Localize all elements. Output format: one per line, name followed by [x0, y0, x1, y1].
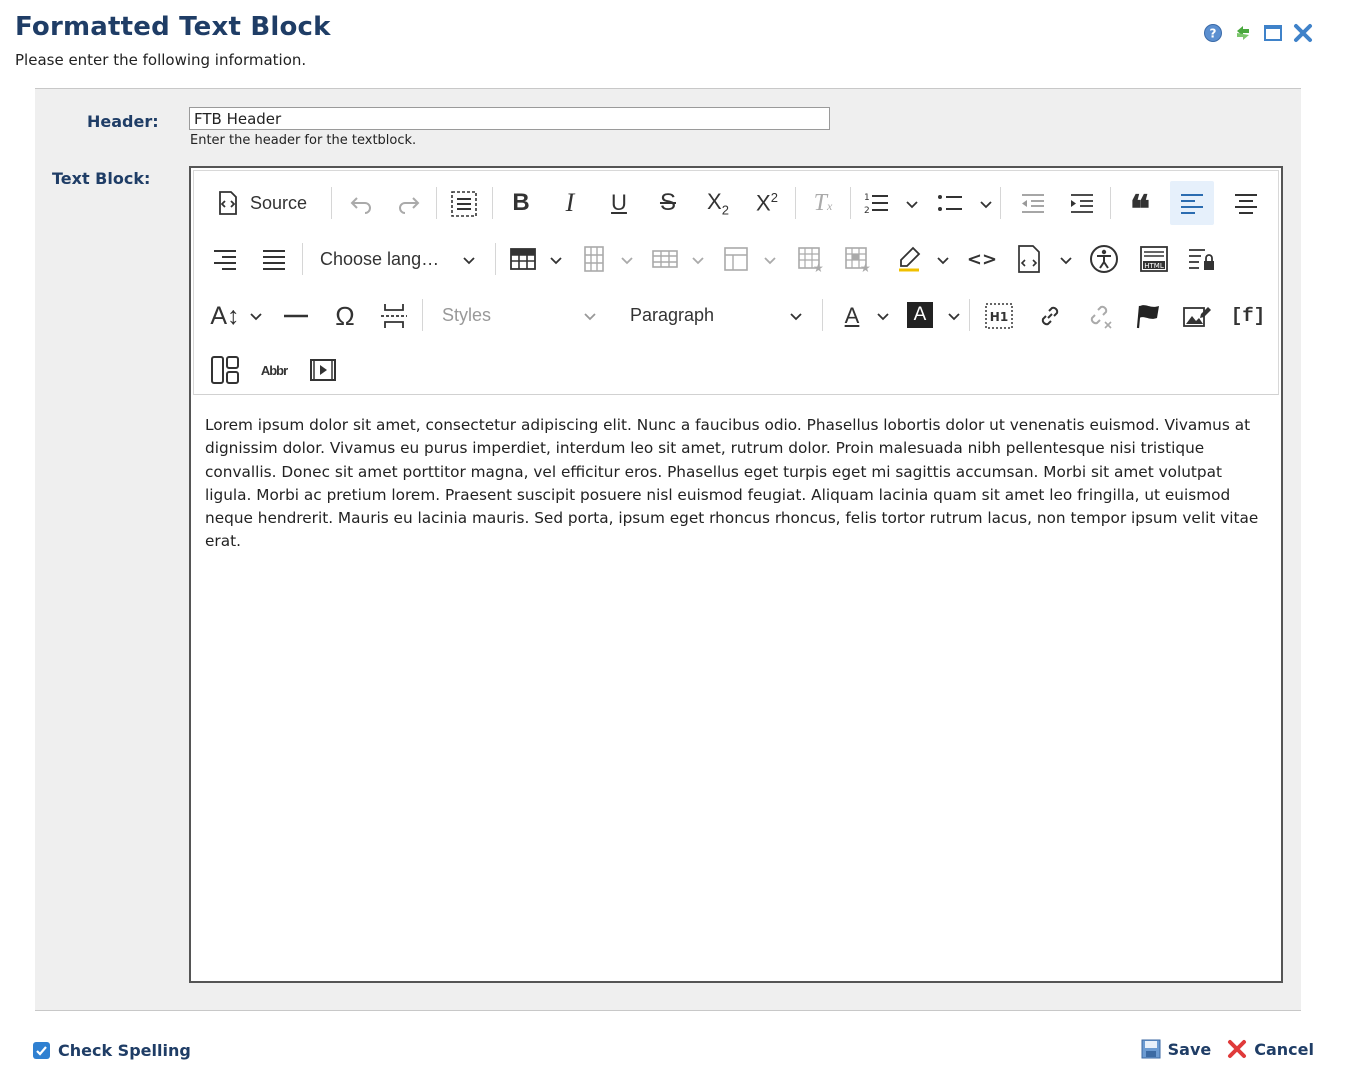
background-color-button[interactable] [907, 302, 933, 328]
check-spelling-checkbox[interactable] [33, 1042, 50, 1059]
superscript-button[interactable] [750, 187, 784, 219]
rich-text-editor [189, 166, 1283, 983]
align-center-icon [1233, 191, 1259, 215]
highlight-button[interactable] [894, 244, 924, 274]
insert-table-button[interactable] [508, 244, 538, 274]
table-properties-icon [796, 245, 824, 273]
chevron-down-icon[interactable] [877, 313, 889, 321]
editor-toolbar [193, 170, 1279, 395]
svg-text:H1: H1 [989, 310, 1009, 324]
close-icon[interactable] [1292, 22, 1314, 44]
code-icon: <> [966, 248, 998, 270]
cell-properties-icon [843, 245, 871, 273]
paragraph-select-value: Paragraph [630, 304, 715, 325]
svg-text:★: ★ [813, 261, 824, 273]
merge-cells-icon [722, 245, 750, 273]
html-embed-button[interactable] [1139, 244, 1169, 274]
blockquote-button[interactable] [1124, 187, 1156, 231]
help-icon[interactable] [1202, 22, 1224, 44]
language-select-value: Choose lang… [320, 248, 440, 269]
horizontal-line-button[interactable] [281, 300, 311, 332]
source-label: Source [250, 192, 308, 213]
align-left-icon [1179, 191, 1205, 215]
table-column-icon [580, 245, 608, 273]
heading-button[interactable] [983, 300, 1015, 332]
insert-image-button[interactable] [1182, 300, 1212, 332]
svg-text:1: 1 [864, 193, 870, 203]
save-icon [1141, 1039, 1161, 1059]
media-embed-icon [309, 358, 337, 382]
indent-button[interactable] [1067, 188, 1097, 218]
numbered-list-button[interactable] [861, 188, 891, 218]
undo-button[interactable] [346, 189, 376, 219]
textblock-label: Text Block: [52, 169, 151, 188]
bold-icon: B [512, 189, 530, 216]
align-right-icon [212, 247, 238, 271]
styles-select-value: Styles [442, 304, 492, 325]
bold-button[interactable] [505, 187, 537, 219]
superscript-icon: $X^2$ [756, 189, 778, 216]
omega-icon: Ω [335, 300, 355, 331]
check-spelling-toggle[interactable] [33, 1041, 191, 1060]
save-button[interactable] [1141, 1039, 1212, 1059]
chevron-down-icon[interactable] [584, 313, 596, 321]
cancel-label: Cancel [1254, 1039, 1314, 1059]
layout-icon [210, 355, 240, 385]
align-center-button[interactable] [1231, 188, 1261, 218]
bulleted-list-button[interactable] [935, 188, 965, 218]
page-break-icon [379, 302, 409, 330]
form-actions [1141, 1039, 1314, 1059]
underline-button[interactable] [603, 187, 635, 219]
svg-text:?: ? [1209, 26, 1217, 41]
layout-button[interactable] [209, 354, 241, 386]
subscript-button[interactable] [701, 187, 735, 219]
undo-icon [348, 194, 374, 214]
remove-format-icon: Tx [813, 189, 833, 216]
horizontal-line-icon [283, 313, 309, 319]
chevron-down-icon[interactable] [621, 257, 633, 265]
page-subtitle: Please enter the following information. [15, 51, 307, 69]
font-size-button[interactable] [209, 300, 241, 332]
html-embed-icon [1139, 245, 1169, 273]
restricted-editing-button[interactable] [1187, 244, 1217, 274]
placeholder-button[interactable] [1230, 300, 1266, 332]
editor-content[interactable]: Lorem ipsum dolor sit amet, consectetur adipiscing elit. Nunc a faucibus odio. Phasellus lobortis dolor ut venenatis euismod. Vivamus at dignissim dolor. Vivamus eu purus imperdiet, interdum leo sit amet, rutrum dolor. Proin malesuada nibh pellentesque nisi tristique convallis. Donec sit amet porttitor magna, vel efficitur eros. Phasellus eget turpis eget mi sagittis accumsan. Morbi sit amet volutpat ligula. Morbi ac pretium lorem. Praesent suscipit posuere nisl euismod feugiat. Aliquam lacinia quam sit amet leo fringilla, ut euismod neque hendrerit. Mauris eu lacinia mauris. Sed porta, ipsum eget rhoncus rhoncus, felis tortor rutrum lacus, non tempor ipsum velit vitae erat. [205, 416, 1259, 551]
cancel-icon [1227, 1039, 1247, 1059]
redo-icon [396, 194, 422, 214]
paragraph-select[interactable] [630, 299, 714, 331]
chevron-down-icon[interactable] [906, 201, 918, 209]
justify-button[interactable] [259, 244, 289, 274]
font-size-icon: A↕ [210, 301, 240, 330]
bulleted-list-icon [936, 189, 964, 217]
underline-icon: U [611, 190, 627, 215]
page-break-button[interactable] [379, 300, 409, 332]
code-button[interactable] [967, 244, 997, 274]
table-row-icon [651, 245, 679, 273]
indent-icon [1068, 189, 1096, 217]
window-controls [1202, 22, 1314, 44]
code-block-icon [1015, 244, 1043, 274]
highlighter-icon [895, 245, 923, 273]
abbreviation-label: Abbr [260, 362, 288, 378]
chevron-down-icon[interactable] [764, 257, 776, 265]
special-characters-button[interactable] [330, 300, 360, 332]
image-edit-icon [1182, 302, 1212, 330]
merge-cells-button[interactable] [721, 244, 751, 274]
subscript-icon: $X_2$ [707, 188, 729, 218]
svg-text:★: ★ [860, 261, 871, 273]
italic-icon: I [565, 188, 575, 217]
unlink-icon [1086, 302, 1114, 330]
save-label: Save [1167, 1039, 1212, 1059]
chevron-down-icon[interactable] [980, 201, 992, 209]
styles-select[interactable] [442, 299, 491, 331]
language-select[interactable] [320, 243, 439, 275]
outdent-icon [1019, 189, 1047, 217]
svg-text:HTML: HTML [1144, 262, 1164, 270]
chevron-down-icon[interactable] [1060, 257, 1072, 265]
strikethrough-button[interactable] [652, 187, 684, 219]
align-right-button[interactable] [210, 244, 240, 274]
font-color-button[interactable] [837, 300, 867, 332]
outdent-button[interactable] [1018, 188, 1048, 218]
background-color-icon: A [913, 304, 927, 325]
header-label: Header: [87, 112, 159, 131]
chevron-down-icon[interactable] [692, 257, 704, 265]
unlink-button[interactable] [1085, 300, 1115, 332]
select-all-button[interactable] [448, 188, 480, 220]
blockquote-icon: ❝ [1129, 189, 1151, 231]
link-icon [1037, 303, 1063, 329]
heading-icon [984, 302, 1014, 330]
align-left-button[interactable] [1170, 181, 1214, 225]
accessibility-button[interactable] [1089, 244, 1119, 274]
header-input[interactable] [189, 107, 830, 130]
chevron-down-icon[interactable] [948, 313, 960, 321]
code-block-button[interactable] [1014, 244, 1044, 274]
abbreviation-button[interactable] [258, 354, 290, 386]
header-help-text: Enter the header for the textblock. [190, 133, 417, 148]
table-icon [509, 246, 537, 272]
source-icon [214, 189, 242, 217]
table-column-button[interactable] [579, 244, 609, 274]
table-row-button[interactable] [650, 244, 680, 274]
redo-button[interactable] [394, 189, 424, 219]
svg-text:2: 2 [864, 206, 870, 216]
remove-format-button[interactable] [807, 187, 839, 219]
accessibility-icon [1089, 244, 1119, 274]
media-embed-button[interactable] [307, 354, 339, 386]
font-color-icon: A [844, 303, 860, 328]
chevron-down-icon[interactable] [250, 313, 262, 321]
cell-properties-button[interactable] [842, 244, 872, 274]
table-properties-button[interactable] [795, 244, 825, 274]
check-spelling-label: Check Spelling [58, 1041, 191, 1060]
justify-icon [261, 247, 287, 271]
numbered-list-icon [862, 189, 890, 217]
anchor-button[interactable] [1133, 300, 1163, 332]
italic-button[interactable] [554, 187, 586, 219]
link-button[interactable] [1035, 300, 1065, 332]
checkmark-icon [35, 1044, 48, 1057]
refresh-icon[interactable] [1232, 22, 1254, 44]
maximize-icon[interactable] [1262, 22, 1284, 44]
strikethrough-icon: S [659, 189, 676, 216]
chevron-down-icon[interactable] [463, 257, 475, 265]
chevron-down-icon[interactable] [550, 257, 562, 265]
page-title: Formatted Text Block [15, 12, 331, 42]
cancel-button[interactable] [1227, 1039, 1314, 1059]
flag-icon [1134, 302, 1162, 330]
source-button[interactable] [214, 187, 307, 219]
placeholder-label: [f] [1230, 305, 1266, 327]
chevron-down-icon[interactable] [790, 313, 802, 321]
lock-lines-icon [1187, 245, 1217, 273]
select-all-icon [449, 189, 479, 219]
chevron-down-icon[interactable] [937, 257, 949, 265]
